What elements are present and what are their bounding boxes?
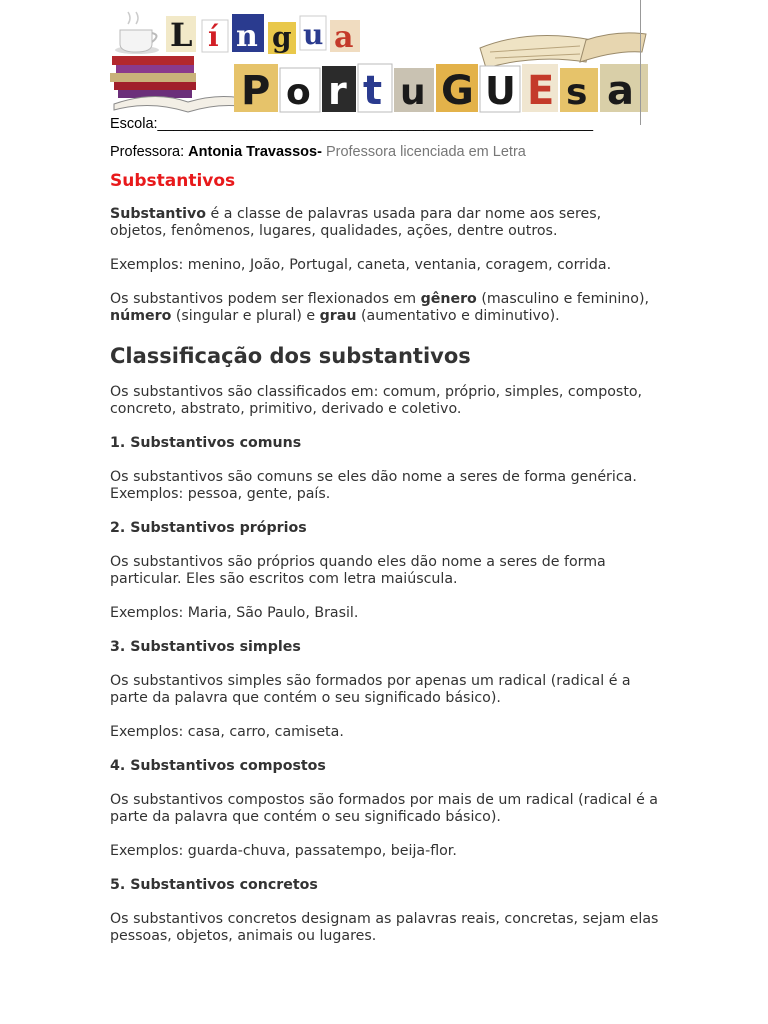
classification-heading: Classificação dos substantivos: [110, 344, 471, 368]
section-title: Substantivos: [110, 171, 236, 191]
svg-text:a: a: [607, 68, 634, 114]
svg-text:o: o: [286, 72, 311, 113]
section-text-simples: Os substantivos simples são formados por apenas um radical (radical é a parte da palavra que contém o seu significado básico).: [110, 673, 631, 706]
section-heading-simples: 3. Substantivos simples: [110, 639, 301, 655]
flexion-text-e: (singular e plural) e: [171, 308, 320, 324]
flexion-text-a: Os substantivos podem ser flexionados em: [110, 291, 421, 307]
section-text-concretos: Os substantivos concretos designam as palavras reais, concretas, sejam elas pessoas, objetos, animais ou lugares.: [110, 911, 659, 944]
numero-term: número: [110, 308, 172, 324]
svg-text:s: s: [566, 72, 588, 113]
professora-name: Antonia Travassos-: [188, 144, 322, 160]
svg-text:a: a: [334, 20, 354, 55]
svg-text:g: g: [272, 21, 292, 54]
intro-paragraph-definition: [110, 206, 660, 240]
section-heading-comuns: 1. Substantivos comuns: [110, 435, 302, 451]
escola-field: [110, 116, 593, 132]
svg-text:í: í: [208, 20, 219, 53]
intro-paragraph-examples: Exemplos: menino, João, Portugal, caneta, ventania, coragem, corrida.: [110, 257, 612, 273]
grau-term: grau: [319, 308, 357, 324]
escola-label: Escola:______________________________________________________: [110, 116, 594, 132]
section-text-compostos: Os substantivos compostos são formados por mais de um radical (radical é a parte da palavra que contém o seu significado básico).: [110, 792, 658, 825]
svg-text:t: t: [363, 68, 383, 114]
flexion-text-g: (aumentativo e diminutivo).: [356, 308, 560, 324]
svg-text:L: L: [170, 16, 193, 54]
lingua-title: [166, 14, 360, 55]
professora-line: [110, 144, 526, 160]
classification-intro: Os substantivos são classificados em: comum, próprio, simples, composto, concreto, abstrato, primitivo, derivado e coletivo.: [110, 384, 643, 417]
svg-text:r: r: [328, 69, 347, 113]
section-examples-comuns: Exemplos: pessoa, gente, país.: [110, 486, 331, 502]
professora-label: Professora:: [110, 144, 189, 160]
section-heading-proprios: 2. Substantivos próprios: [110, 520, 307, 536]
section-text-proprios: Os substantivos são próprios quando eles dão nome a seres de forma particular. Eles são escritos com letra maiúscula.: [110, 554, 606, 587]
svg-text:U: U: [485, 69, 516, 113]
section-text-comuns: Os substantivos são comuns se eles dão nome a seres de forma genérica.: [110, 469, 637, 485]
intro-paragraph-flexion: [110, 291, 660, 325]
svg-text:E: E: [527, 68, 555, 114]
coffee-cup-icon: [115, 12, 159, 54]
section-examples-proprios: Exemplos: Maria, São Paulo, Brasil.: [110, 605, 359, 621]
substantivo-term: Substantivo: [110, 206, 207, 222]
svg-text:G: G: [441, 68, 474, 114]
svg-text:u: u: [303, 18, 324, 51]
portuguesa-title: [234, 64, 648, 114]
professora-description: Professora licenciada em Letra: [321, 144, 526, 160]
section-examples-compostos: Exemplos: guarda-chuva, passatempo, beija-flor.: [110, 843, 457, 859]
definition-text: é a classe de palavras usada para dar nome aos seres, objetos, fenômenos, lugares, qualidades, ações, dentre outros.: [110, 206, 602, 239]
open-book-icon: [480, 33, 646, 68]
section-heading-concretos: 5. Substantivos concretos: [110, 877, 318, 893]
banner-divider-line: [640, 0, 641, 125]
lingua-portuguesa-banner: [110, 0, 656, 118]
flexion-text-c: (masculino e feminino),: [476, 291, 649, 307]
svg-text:P: P: [241, 68, 271, 114]
svg-text:u: u: [400, 72, 426, 113]
section-examples-simples: Exemplos: casa, carro, camiseta.: [110, 724, 344, 740]
document-content: [110, 170, 660, 962]
svg-text:n: n: [236, 19, 258, 54]
section-heading-compostos: 4. Substantivos compostos: [110, 758, 326, 774]
genero-term: gênero: [420, 291, 477, 307]
